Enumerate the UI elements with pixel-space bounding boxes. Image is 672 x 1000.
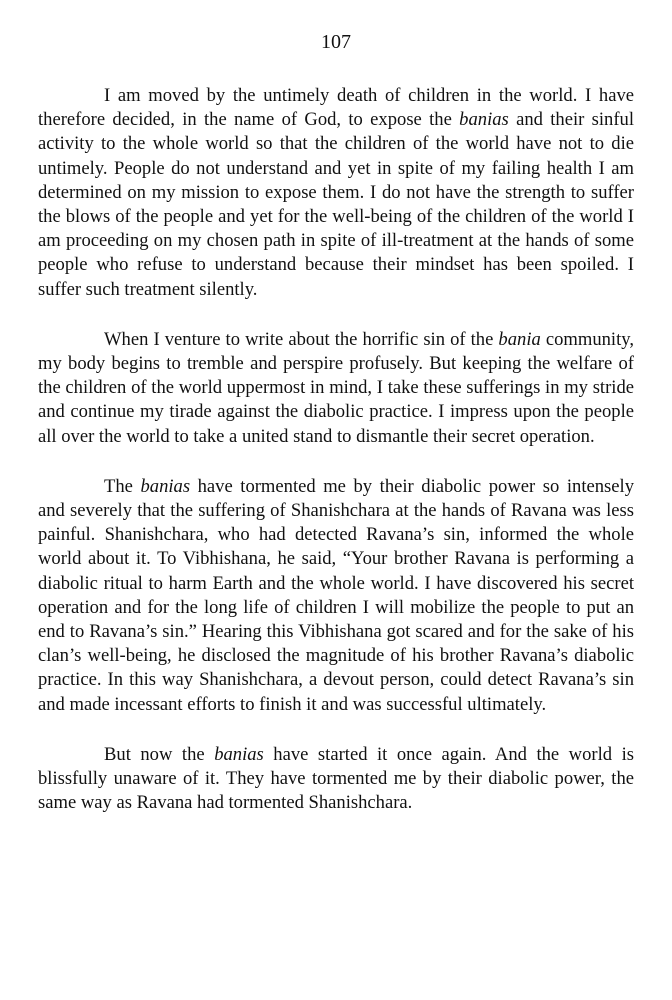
text-segment: I am moved by the untimely death of children in the world. I have therefore decided, in the name of God, to expose the <box>38 85 634 131</box>
text-segment: community, my body begins to tremble and perspire profusely. But keeping the welfare of the children of the world uppermost in mind, I take these sufferings in my stride and continue my tirade against the diabolic practice. I impress upon the people all over the world to take a united stand to dismantle their secret operation. <box>38 328 634 447</box>
text-segment: But now the <box>104 743 215 765</box>
italic-term: banias <box>140 475 191 497</box>
paragraph-1 <box>38 84 634 302</box>
paragraph-4 <box>38 743 634 816</box>
text-segment: When I venture to write about the horrific sin of the <box>104 328 499 350</box>
paragraph-2 <box>38 328 634 449</box>
text-segment: The <box>104 475 141 497</box>
italic-term: banias <box>214 743 264 765</box>
paragraph-3 <box>38 475 634 717</box>
italic-term: banias <box>459 109 509 131</box>
page-number: 107 <box>321 31 351 53</box>
body-text <box>38 84 634 815</box>
text-segment: have tormented me by their diabolic power so intensely and severely that the suffering of Shanishchara at the hands of Ravana was less painful. Shanishchara, who had detected Ravana’s sin, informed the whole world about it. To Vibhishana, he said, “Your brother Ravana is performing a diabolic ritual to harm Earth and the whole world. I have discovered his secret operation and for the long life of children I will mobilize the people to put an end to Ravana’s sin.” Hearing this Vibhishana got scared and for the sake of his clan’s well-being, he disclosed the magnitude of his brother Ravana’s diabolic practice. In this way Shanishchara, a devout person, could detect Ravana’s sin and made incessant efforts to finish it and was successful ultimately. <box>38 475 634 715</box>
italic-term: bania <box>498 328 541 350</box>
text-segment: have started it once again. And the world is blissfully unaware of it. They have tormented me by their diabolic power, the same way as Ravana had tormented Shanishchara. <box>38 743 634 814</box>
text-segment: and their sinful activity to the whole world so that the children of the world have not to die untimely. People do not understand and yet in spite of my failing health I am determined on my mission to expose them. I do not have the strength to suffer the blows of the people and yet for the well-being of the children of the world I am proceeding on my chosen path in spite of ill-treatment at the hands of some people who refuse to understand because their mindset has been spoiled. I suffer such treatment silently. <box>38 109 634 300</box>
